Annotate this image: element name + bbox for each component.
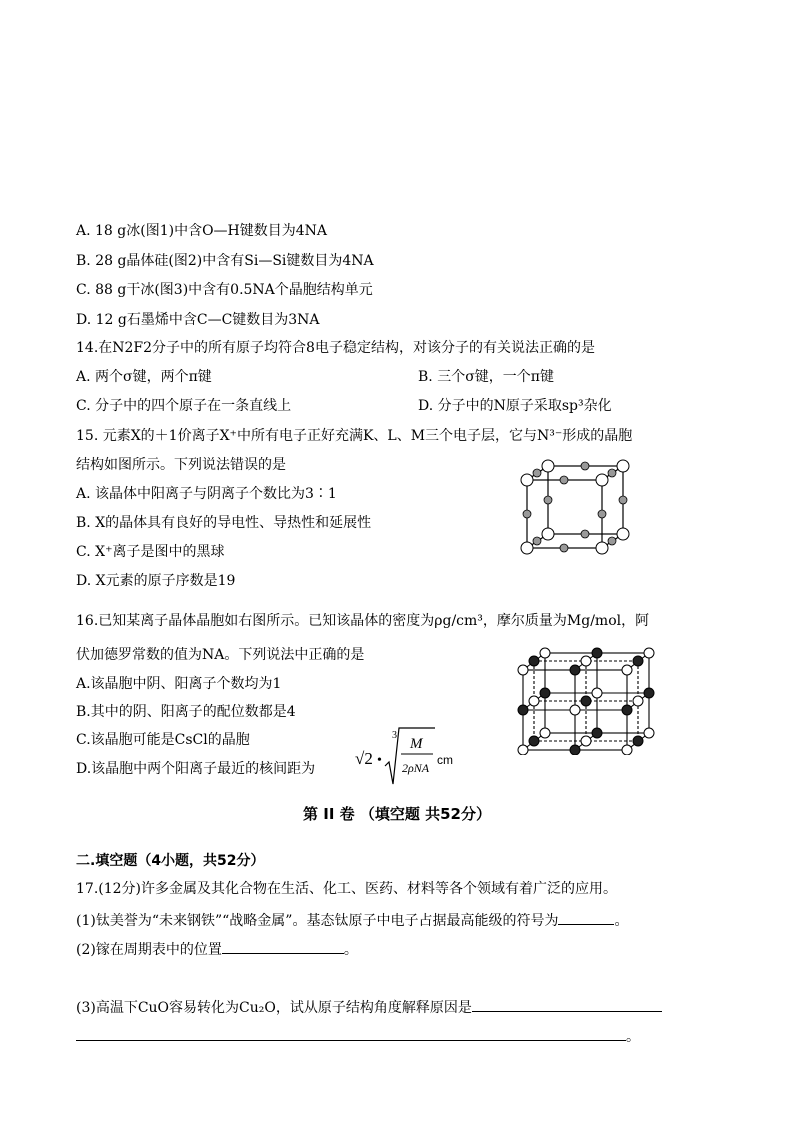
crystal-cell-figure-q16 (515, 645, 660, 755)
q14-option-a: A. 两个σ键，两个π键 (76, 369, 212, 385)
q15-option-d: D. X元素的原子序数是19 (76, 573, 236, 589)
q17-part2-answer-blank[interactable] (222, 939, 344, 954)
part2-heading: 第 II 卷 （填空题 共52分） (303, 805, 491, 823)
section-title-fill-in: 二.填空题（4小题，共52分） (76, 853, 265, 869)
q16-stem-line1: 16.已知某离子晶体晶胞如右图所示。已知该晶体的密度为ρg/cm³，摩尔质量为Mg/mol，阿 (76, 613, 650, 629)
q16-option-a: A.该晶胞中阴、阳离子个数均为1 (76, 676, 282, 692)
q15-stem-line1: 15. 元素X的＋1价离子X⁺中所有电子正好充满K、L、M三个电子层，它与N³⁻形成的晶胞 (76, 428, 633, 444)
q15-stem-line2: 结构如图所示。下列说法错误的是 (76, 457, 286, 473)
q16-stem-line2: 伏加德罗常数的值为NA。下列说法中正确的是 (76, 647, 365, 663)
q13-option-c: C. 88 g干冰(图3)中含有0.5NA个晶胞结构单元 (76, 282, 373, 298)
q17-part3-end: 。 (626, 1029, 640, 1045)
q17-part3-answer-blank[interactable] (472, 997, 662, 1012)
q17-part1 (76, 910, 628, 930)
q16-option-b: B.其中的阴、阳离子的配位数都是4 (76, 704, 296, 720)
q17-part3 (76, 997, 662, 1017)
q17-stem: 17.(12分)许多金属及其化合物在生活、化工、医药、材料等各个领域有着广泛的应用。 (76, 881, 618, 897)
q17-part3-answer-blank-line2[interactable] (76, 1026, 626, 1041)
q17-part2-text: (2)镓在周期表中的位置 (76, 942, 222, 958)
q17-part2 (76, 939, 358, 959)
q17-part3-text: (3)高温下CuO容易转化为Cu₂O，试从原子结构角度解释原因是 (76, 1000, 472, 1016)
q17-part2-end: 。 (343, 942, 358, 958)
q17-part3-continued (76, 1026, 640, 1046)
q13-option-a: A. 18 g冰(图1)中含O—H键数目为4NA (76, 223, 328, 239)
q16-option-d: D.该晶胞中两个阳离子最近的核间距为 (76, 761, 316, 777)
q17-part1-text: (1)钛美誉为“未来钢铁”“战略金属”。基态钛原子中电子占据最高能级的符号为 (76, 913, 559, 929)
q17-part1-end: 。 (614, 913, 629, 929)
crystal-cell-figure-q15 (515, 458, 635, 558)
q14-option-c: C. 分子中的四个原子在一条直线上 (76, 398, 292, 414)
q14-option-b: B. 三个σ键，一个π键 (418, 369, 554, 385)
q15-option-a: A. 该晶体中阳离子与阴离子个数比为3∶1 (76, 486, 337, 502)
formula-root-index: 3 (392, 730, 397, 741)
formula-sqrt2: √2 (355, 749, 373, 768)
distance-formula (355, 722, 455, 790)
q15-option-b: B. X的晶体具有良好的导电性、导热性和延展性 (76, 515, 372, 531)
formula-dot: • (377, 753, 382, 768)
formula-unit: cm (437, 753, 453, 767)
formula-denominator: 2ρNA (402, 761, 430, 775)
formula-numerator: M (410, 736, 423, 752)
q16-option-c: C.该晶胞可能是CsCl的晶胞 (76, 732, 250, 748)
q13-option-d: D. 12 g石墨烯中含C—C键数目为3NA (76, 312, 320, 328)
q17-part1-answer-blank[interactable] (558, 910, 614, 925)
q14-option-d: D. 分子中的N原子采取sp³杂化 (418, 398, 612, 414)
q13-option-b: B. 28 g晶体硅(图2)中含有Si—Si键数目为4NA (76, 253, 374, 269)
q15-option-c: C. X⁺离子是图中的黑球 (76, 544, 225, 560)
q14-stem: 14.在N2F2分子中的所有原子均符合8电子稳定结构，对该分子的有关说法正确的是 (76, 340, 595, 356)
